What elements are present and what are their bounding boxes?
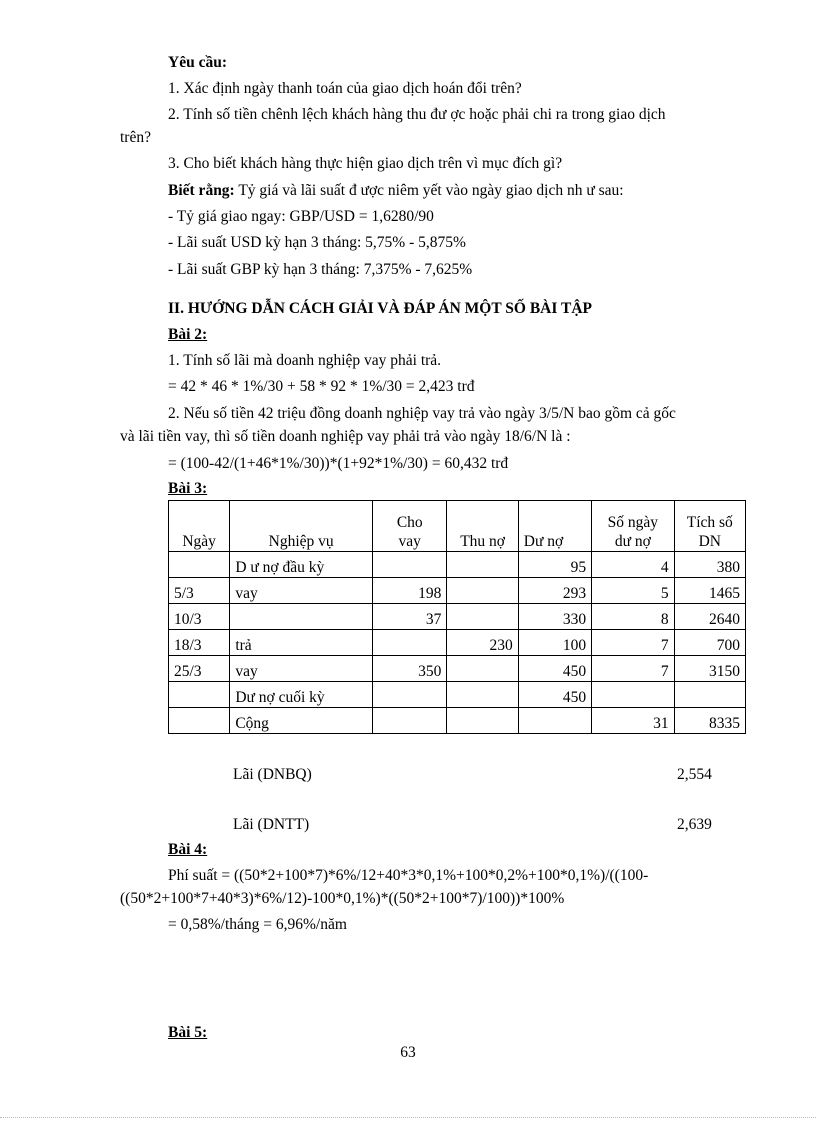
given-text: Tỷ giá và lãi suất đ ược niêm yết vào ngày giao dịch nh ư sau: — [234, 182, 624, 199]
header-thu-no: Thu nợ — [447, 501, 518, 552]
cell-so-ngay: 4 — [592, 552, 674, 578]
requirements-heading: Yêu cầu: — [168, 54, 227, 71]
cell-thu-no — [447, 708, 518, 734]
header-du-no: Dư nợ — [518, 501, 591, 552]
cell-nghiep-vu: trả — [230, 630, 373, 656]
cell-cho-vay — [373, 708, 447, 734]
cell-thu-no — [447, 604, 518, 630]
cell-nghiep-vu — [230, 604, 373, 630]
bai4-heading: Bài 4: — [168, 841, 208, 858]
page-number: 63 — [400, 1044, 416, 1061]
usd-rate: - Lãi suất USD kỳ hạn 3 tháng: 5,75% - 5,875% — [168, 234, 466, 251]
header-ngay: Ngày — [169, 501, 230, 552]
cell-du-no: 293 — [518, 578, 591, 604]
bai3-heading: Bài 3: — [168, 480, 208, 497]
cell-nghiep-vu: Cộng — [230, 708, 373, 734]
header-so-ngay-2: dư nợ — [614, 533, 651, 550]
cell-tich-so — [674, 682, 745, 708]
cell-nghiep-vu: D ư nợ đầu kỳ — [230, 552, 373, 578]
cell-cho-vay: 198 — [373, 578, 447, 604]
question-2-line-2: trên? — [120, 129, 151, 146]
table-row — [169, 656, 746, 682]
table-header-row — [169, 501, 746, 552]
header-nghiep-vu: Nghiệp vụ — [230, 501, 373, 552]
cell-thu-no — [447, 656, 518, 682]
bai2-formula-2: = (100-42/(1+46*1%/30))*(1+92*1%/30) = 60,432 trđ — [168, 455, 509, 472]
header-cho-vay-1: Cho — [396, 514, 423, 531]
cell-du-no — [518, 708, 591, 734]
bai4-result: = 0,58%/tháng = 6,96%/năm — [168, 916, 347, 933]
bai4-formula-line-2: ((50*2+100*7+40*3)*6%/12)-100*0,1%)*((50*2+100*7)/100))*100% — [120, 890, 565, 907]
cell-ngay: 25/3 — [169, 656, 230, 682]
cell-ngay — [169, 708, 230, 734]
question-2-line-1: 2. Tính số tiền chênh lệch khách hàng thu đư ợc hoặc phải chi ra trong giao dịch — [168, 106, 666, 123]
bai5-heading: Bài 5: — [168, 1024, 208, 1041]
bai2-part-2-line-1: 2. Nếu số tiền 42 triệu đồng doanh nghiệp vay trả vào ngày 3/5/N bao gồm cả gốc — [168, 405, 676, 422]
cell-tich-so: 1465 — [674, 578, 745, 604]
cell-tich-so: 2640 — [674, 604, 745, 630]
gbp-rate: - Lãi suất GBP kỳ hạn 3 tháng: 7,375% - 7,625% — [168, 261, 473, 278]
table-row — [169, 630, 746, 656]
question-3: 3. Cho biết khách hàng thực hiện giao dịch trên vì mục đích gì? — [168, 155, 563, 172]
cell-tich-so: 3150 — [674, 656, 745, 682]
table-row — [169, 604, 746, 630]
cell-du-no: 450 — [518, 682, 591, 708]
header-cho-vay — [373, 501, 447, 552]
given-label: Biết rằng: — [168, 182, 235, 199]
header-so-ngay — [592, 501, 674, 552]
section-title: II. HƯỚNG DẪN CÁCH GIẢI VÀ ĐÁP ÁN MỘT SỐ BÀI TẬP — [168, 300, 592, 317]
cell-thu-no: 230 — [447, 630, 518, 656]
cell-cho-vay — [373, 630, 447, 656]
page-edge-divider — [0, 1117, 816, 1118]
cell-thu-no — [447, 578, 518, 604]
cell-so-ngay: 5 — [592, 578, 674, 604]
cell-du-no: 100 — [518, 630, 591, 656]
cell-nghiep-vu: vay — [230, 578, 373, 604]
spot-rate: - Tỷ giá giao ngay: GBP/USD = 1,6280/90 — [168, 208, 434, 225]
cell-cho-vay — [373, 682, 447, 708]
cell-nghiep-vu: vay — [230, 656, 373, 682]
cell-cho-vay — [373, 552, 447, 578]
table-row — [169, 708, 746, 734]
cell-ngay: 10/3 — [169, 604, 230, 630]
cell-cho-vay: 37 — [373, 604, 447, 630]
cell-thu-no — [447, 682, 518, 708]
lai-dnbq-value: 2,554 — [677, 766, 712, 783]
header-tich-so — [674, 501, 745, 552]
table-row — [169, 578, 746, 604]
table-row — [169, 682, 746, 708]
cell-ngay — [169, 682, 230, 708]
bai2-part-1: 1. Tính số lãi mà doanh nghiệp vay phải trả. — [168, 352, 442, 369]
cell-so-ngay: 8 — [592, 604, 674, 630]
table-row — [169, 552, 746, 578]
cell-so-ngay: 7 — [592, 656, 674, 682]
cell-ngay: 5/3 — [169, 578, 230, 604]
cell-thu-no — [447, 552, 518, 578]
given-line — [168, 181, 624, 201]
cell-tich-so: 8335 — [674, 708, 745, 734]
cell-cho-vay: 350 — [373, 656, 447, 682]
cell-ngay: 18/3 — [169, 630, 230, 656]
cell-tich-so: 700 — [674, 630, 745, 656]
lai-dnbq-label: Lãi (DNBQ) — [233, 766, 312, 783]
cell-so-ngay — [592, 682, 674, 708]
bai4-formula-line-1: Phí suất = ((50*2+100*7)*6%/12+40*3*0,1%+100*0,2%+100*0,1%)/((100- — [168, 867, 649, 884]
cell-so-ngay: 31 — [592, 708, 674, 734]
cell-nghiep-vu: Dư nợ cuối kỳ — [230, 682, 373, 708]
cell-du-no: 330 — [518, 604, 591, 630]
cell-ngay — [169, 552, 230, 578]
header-so-ngay-1: Số ngày — [607, 514, 659, 531]
cell-tich-so: 380 — [674, 552, 745, 578]
bai2-formula-1: = 42 * 46 * 1%/30 + 58 * 92 * 1%/30 = 2,423 trđ — [168, 378, 475, 395]
bai2-heading: Bài 2: — [168, 326, 208, 343]
cell-so-ngay: 7 — [592, 630, 674, 656]
header-cho-vay-2: vay — [398, 533, 421, 550]
question-1: 1. Xác định ngày thanh toán của giao dịch hoán đổi trên? — [168, 80, 522, 97]
cell-du-no: 450 — [518, 656, 591, 682]
loan-ledger-table — [168, 500, 746, 734]
lai-dntt-label: Lãi (DNTT) — [233, 816, 310, 833]
cell-du-no: 95 — [518, 552, 591, 578]
lai-dntt-value: 2,639 — [677, 816, 712, 833]
header-tich-so-1: Tích số — [686, 514, 733, 531]
bai2-part-2-line-2: và lãi tiền vay, thì số tiền doanh nghiệp vay phải trả vào ngày 18/6/N là : — [120, 428, 571, 445]
header-tich-so-2: DN — [698, 533, 721, 550]
